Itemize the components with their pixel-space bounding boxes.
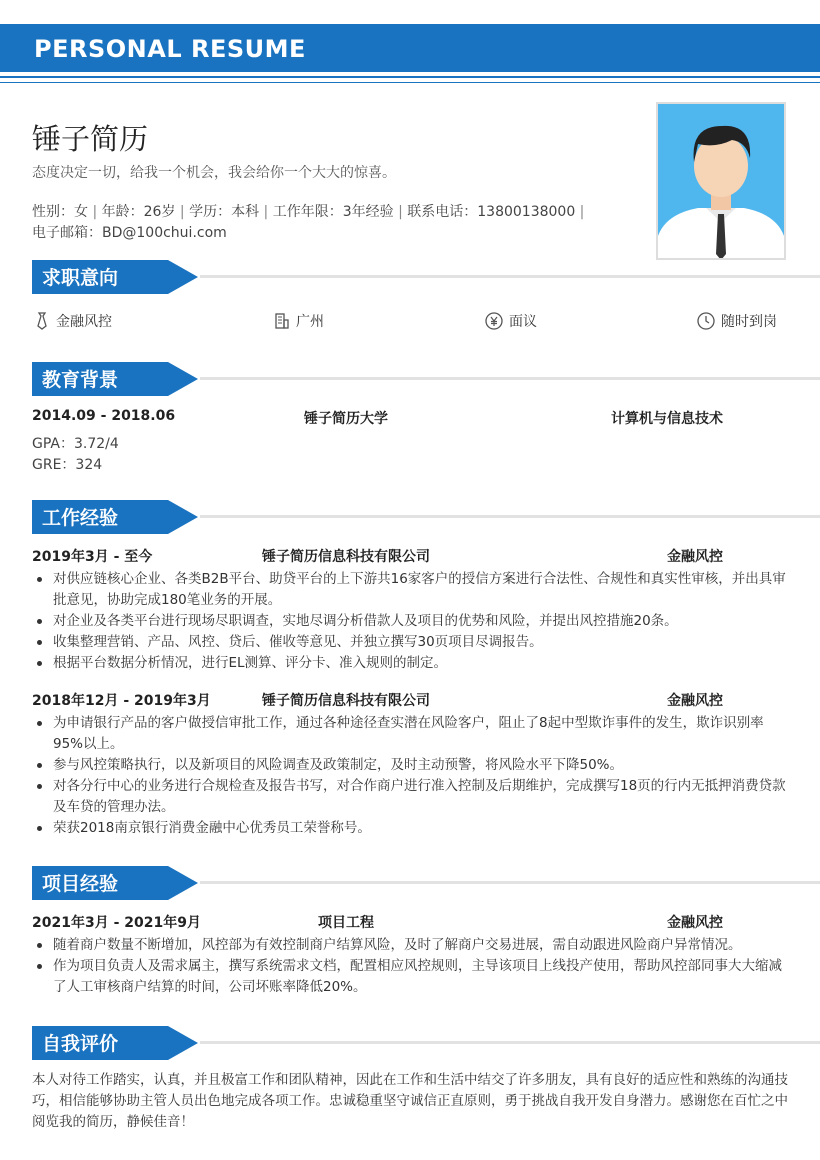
page-title: PERSONAL RESUME (34, 35, 306, 63)
work-period: 2018年12月 - 2019年3月 (32, 693, 211, 709)
info-email: 电子邮箱：BD@100chui.com (32, 225, 227, 241)
edu-gre: GRE：324 (32, 457, 103, 473)
project-role: 金融风控 (667, 915, 723, 931)
tie-icon (34, 312, 50, 330)
section-header-project (32, 866, 820, 900)
intent-salary-label: 面议 (509, 314, 537, 330)
list-item: 根据平台数据分析情况，进行EL测算、评分卡、准入规则的制定。 (36, 653, 792, 674)
section-header-work (32, 500, 820, 534)
list-item: 对供应链核心企业、各类B2B平台、助贷平台的上下游共16家客户的授信方案进行合法性、合规性和真实性审核，并出具审批意见，协助完成180笔业务的开展。 (36, 569, 792, 611)
info-phone: 联系电话：13800138000 (407, 204, 576, 220)
info-experience: 工作年限：3年经验 (272, 204, 394, 220)
list-item: 收集整理营销、产品、风控、贷后、催收等意见、并独立撰写30页项目尽调报告。 (36, 632, 792, 653)
section-header-self (32, 1026, 820, 1060)
info-gender: 性别：女 (32, 204, 88, 220)
work-duties (36, 713, 792, 839)
section-title: 项目经验 (42, 873, 119, 895)
work-duties (36, 569, 792, 674)
intent-availability-label: 随时到岗 (721, 314, 777, 330)
intent-availability (697, 311, 777, 331)
section-header-intent (32, 260, 820, 294)
header-divider-thin (0, 82, 820, 83)
edu-gpa: GPA：3.72/4 (32, 436, 119, 452)
self-evaluation: 本人对待工作踏实，认真，并且极富工作和团队精神，因此在工作和生活中结交了许多朋友，具有良好的适应性和熟练的沟通技巧，相信能够协助主管人员出色地完成各项工作。忠诚稳重坚守诚信正直原则，勇于挑战自我开发自身潜力。感谢您在百忙之中阅览我的简历，静候佳音！ (32, 1072, 788, 1130)
work-period: 2019年3月 - 至今 (32, 549, 153, 565)
intent-city-label: 广州 (296, 314, 324, 330)
work-role: 金融风控 (667, 549, 723, 565)
yen-icon (485, 312, 503, 330)
edu-major: 计算机与信息技术 (611, 411, 723, 427)
work-company: 锤子简历信息科技有限公司 (262, 549, 430, 565)
header-divider (0, 76, 820, 78)
section-title: 求职意向 (42, 267, 119, 289)
info-age: 年龄：26岁 (101, 204, 176, 220)
edu-period: 2014.09 - 2018.06 (32, 408, 176, 424)
list-item: 对企业及各类平台进行现场尽职调查，实地尽调分析借款人及项目的优势和风险，并提出风控措施20条。 (36, 611, 792, 632)
list-item: 荣获2018南京银行消费金融中心优秀员工荣誉称号。 (36, 818, 792, 839)
section-title: 自我评价 (42, 1033, 119, 1055)
list-item: 随着商户数量不断增加，风控部为有效控制商户结算风险，及时了解商户交易进展，需自动跟进风险商户异常情况。 (36, 935, 792, 956)
clock-icon (697, 312, 715, 330)
intent-salary (485, 311, 537, 331)
avatar (656, 102, 786, 260)
section-header-education (32, 362, 820, 396)
section-title: 教育背景 (42, 369, 119, 391)
project-name: 项目工程 (318, 915, 374, 931)
info-degree: 学历：本科 (189, 204, 260, 220)
intent-city (274, 311, 324, 331)
building-icon (274, 312, 290, 330)
candidate-name: 锤子简历 (32, 122, 149, 156)
intent-position (34, 311, 112, 331)
list-item: 参与风控策略执行，以及新项目的风险调查及政策制定，及时主动预警，将风险水平下降50%。 (36, 755, 792, 776)
work-company: 锤子简历信息科技有限公司 (262, 693, 430, 709)
candidate-motto: 态度决定一切，给我一个机会，我会给你一个大大的惊喜。 (32, 165, 396, 181)
list-item: 作为项目负责人及需求属主，撰写系统需求文档，配置相应风控规则，主导该项目上线投产使用，帮助风控部同事大大缩减了人工审核商户结算的时间，公司坏账率降低20%。 (36, 956, 792, 998)
edu-school: 锤子简历大学 (304, 411, 388, 427)
work-role: 金融风控 (667, 693, 723, 709)
project-duties (36, 935, 792, 998)
intent-position-label: 金融风控 (56, 314, 112, 330)
project-period: 2021年3月 - 2021年9月 (32, 915, 201, 931)
list-item: 为申请银行产品的客户做授信审批工作，通过各种途径查实潜在风险客户，阻止了8起中型欺诈事件的发生，欺诈识别率95%以上。 (36, 713, 792, 755)
list-item: 对各分行中心的业务进行合规检查及报告书写，对合作商户进行准入控制及后期维护，完成撰写18页的行内无抵押消费贷款及车贷的管理办法。 (36, 776, 792, 818)
section-title: 工作经验 (42, 507, 119, 529)
basic-info: 性别：女 | 年龄：26岁 | 学历：本科 | 工作年限：3年经验 | 联系电话：13800138000 | (32, 204, 585, 220)
